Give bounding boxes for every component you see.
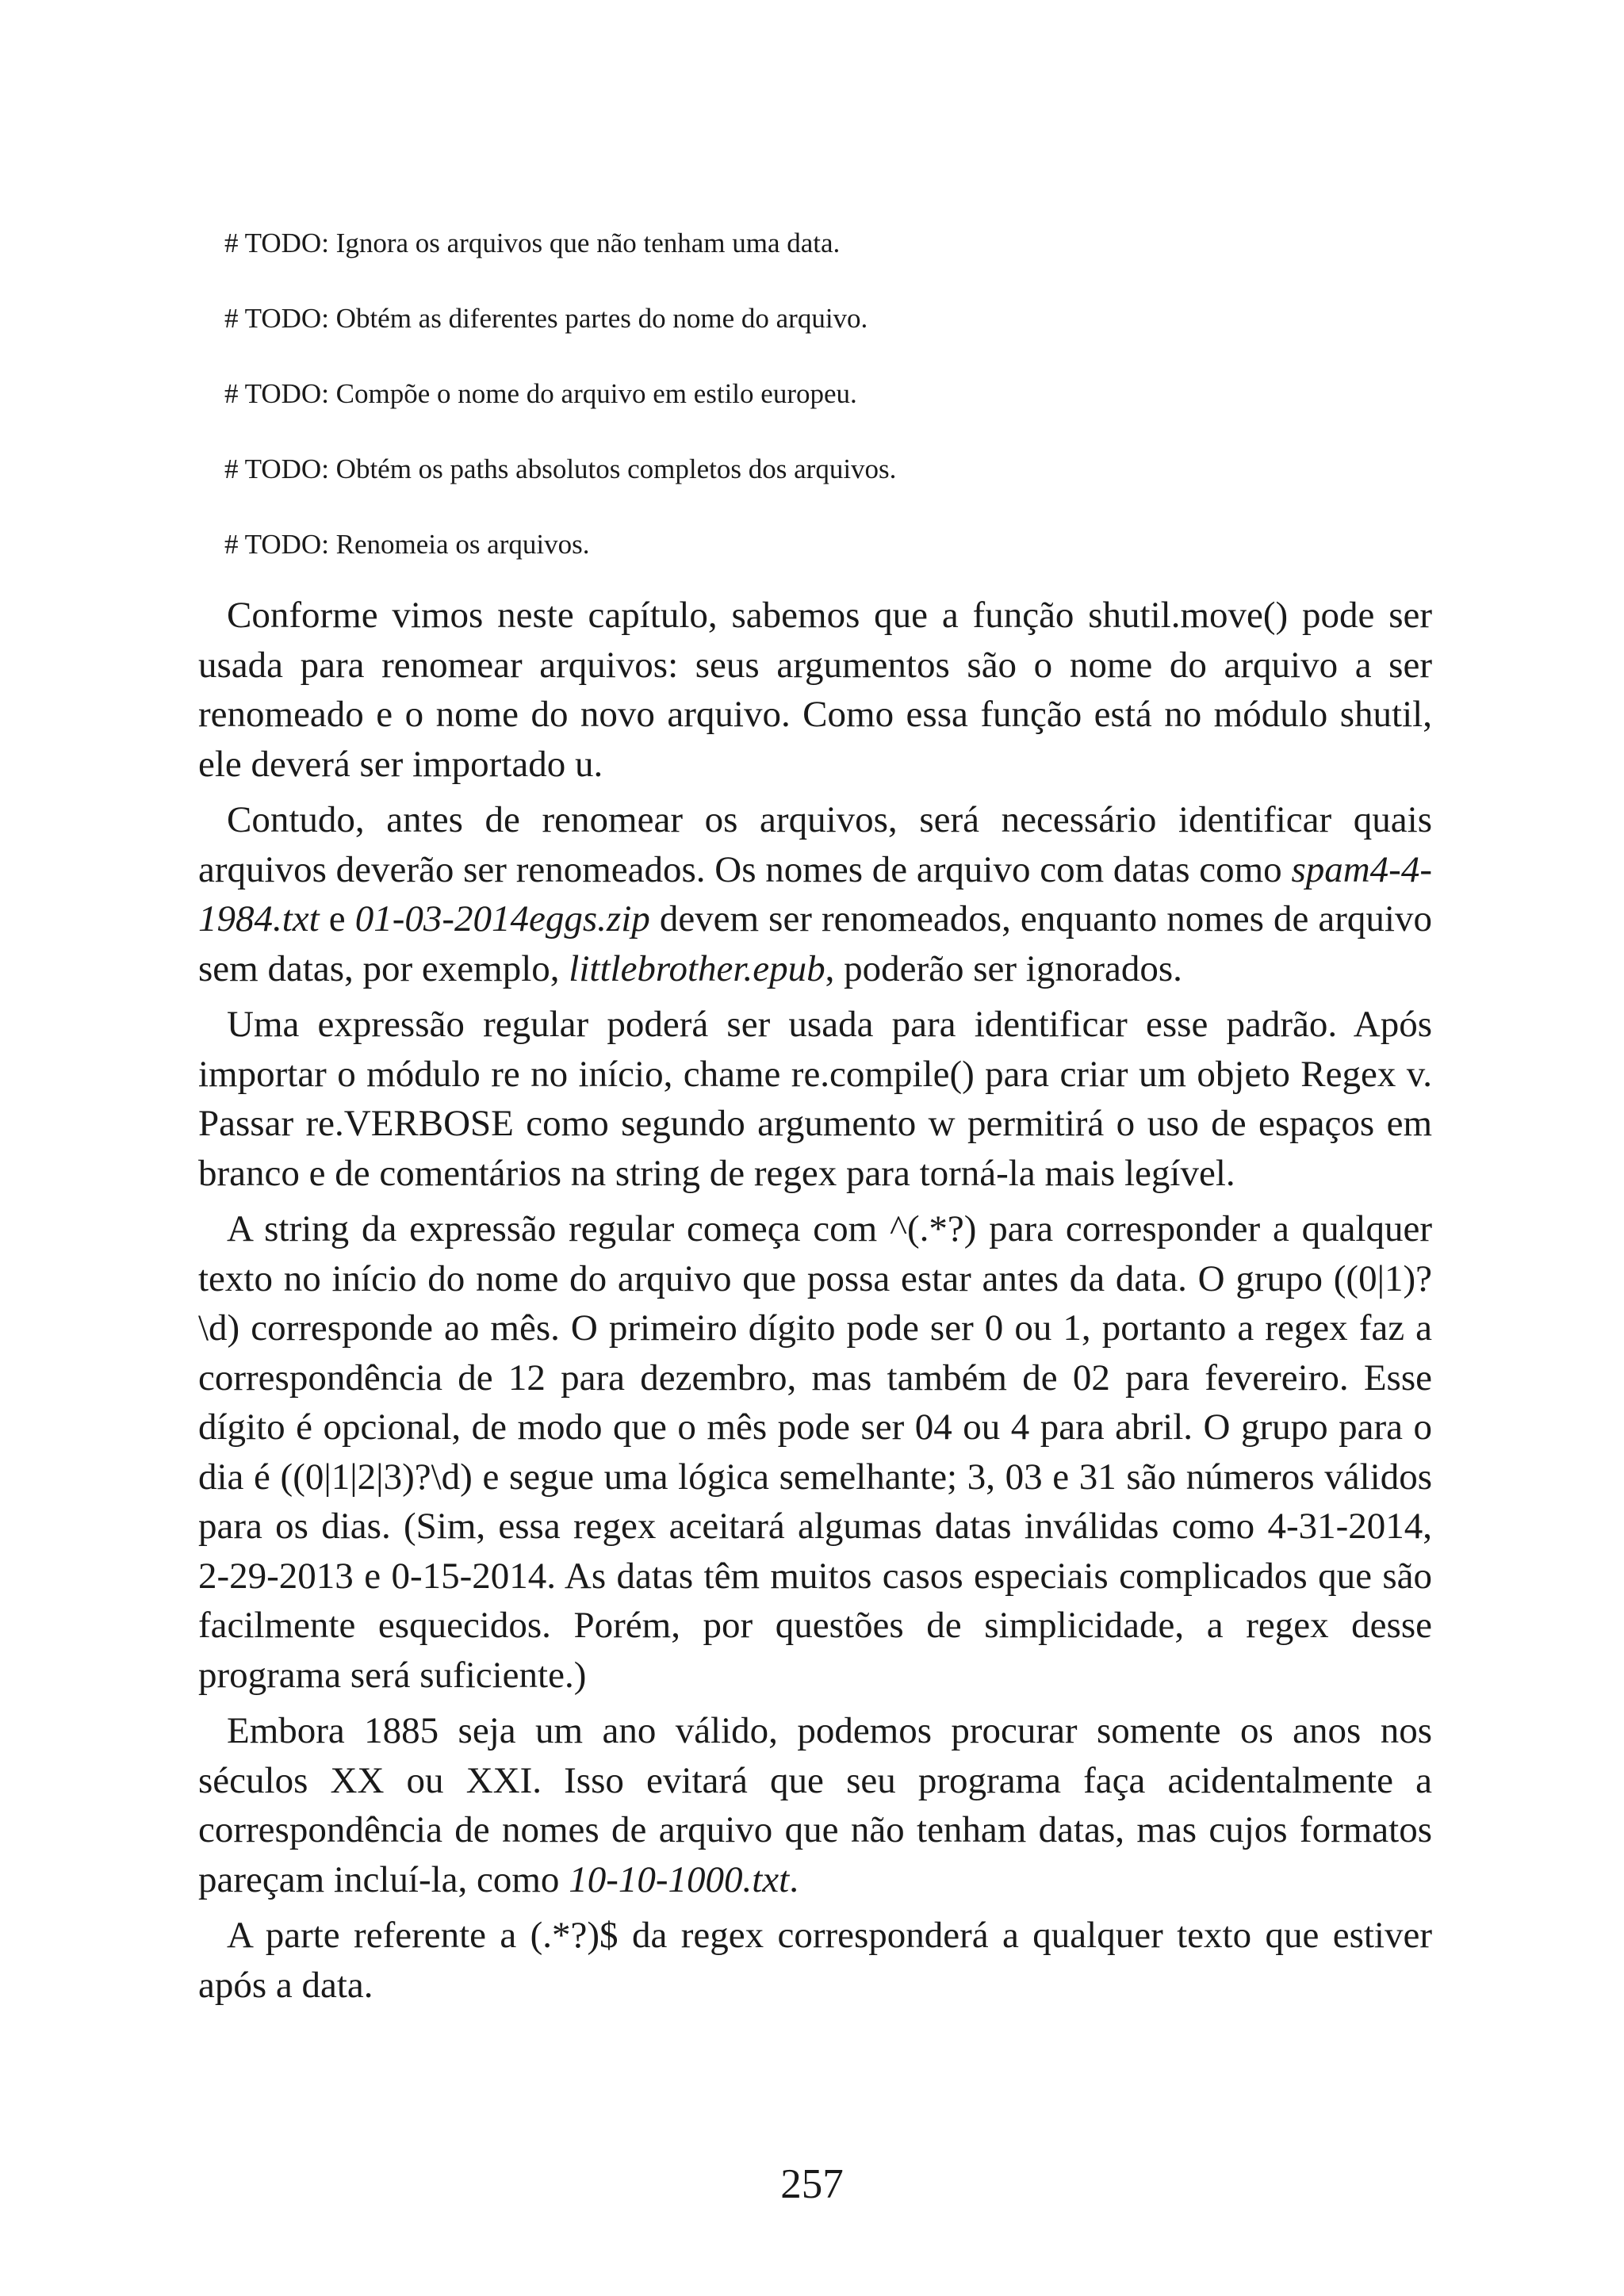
- paragraph-regex-explanation: A string da expressão regular começa com ^(.*?) para corresponder a qualquer texto no início do nome do arquivo que possa estar antes da data. O grupo ((0|1)?\d) corresponde ao mês. O primeiro dígito pode ser 0 ou 1, portanto a regex faz a correspondência de 12 para dezembro, mas também de 02 para fevereiro. Esse dígito é opcional, de modo que o mês pode ser 04 ou 4 para abril. O grupo para o dia é ((0|1|2|3)?\d) e segue uma lógica semelhante; 3, 03 e 31 são números válidos para os dias. (Sim, essa regex aceitará algumas datas inválidas como 4-31-2014, 2-29-2013 e 0-15-2014. As datas têm muitos casos especiais complicados que são facilmente esquecidos. Porém, por questões de simplicidade, a regex desse programa será suficiente.): [198, 1208, 1432, 1696]
- paragraph-regex-compile: Uma expressão regular poderá ser usada para identificar esse padrão. Após importar o módulo re no início, chame re.compile() para criar um objeto Regex v. Passar re.VERBOSE como segundo argumento w permitirá o uso de espaços em branco e de comentários na string de regex para torná-la mais legível.: [198, 1004, 1432, 1194]
- code-line: # TODO: Ignora os arquivos que não tenham uma data.: [224, 228, 841, 258]
- text-run: Embora 1885 seja um ano válido, podemos procurar somente os anos nos séculos XX ou XXI. Isso evitará que seu programa faça acidentalmente a correspondência de nomes de arquivo que não tenham datas, mas cujos formatos pareçam incluí-la, como: [198, 1710, 1432, 1900]
- paragraph-identify-files: [198, 795, 1432, 993]
- code-line: # TODO: Obtém os paths absolutos completos dos arquivos.: [224, 453, 897, 484]
- code-line: # TODO: Renomeia os arquivos.: [224, 529, 590, 560]
- filename-example: 01-03-2014eggs.zip: [354, 898, 650, 939]
- filename-example: spam4-4-1984.txt: [198, 848, 1432, 939]
- code-block: [224, 228, 1414, 561]
- text-run: .: [789, 1858, 799, 1900]
- paragraph-year-range: [198, 1706, 1432, 1904]
- paragraph-suffix: A parte referente a (.*?)$ da regex corresponderá a qualquer texto que estiver após a data.: [198, 1915, 1432, 2006]
- code-line: # TODO: Obtém as diferentes partes do nome do arquivo.: [224, 303, 868, 334]
- text-run: devem ser renomeados, enquanto nomes de arquivo sem datas, por exemplo,: [198, 898, 1432, 989]
- paragraph-shutil-move: Conforme vimos neste capítulo, sabemos que a função shutil.move() pode ser usada para renomear arquivos: seus argumentos são o nome do arquivo a ser renomeado e o nome do novo arquivo. Como essa função está no módulo shutil, ele deverá ser importado u.: [198, 595, 1432, 785]
- page-number: 257: [780, 2161, 844, 2207]
- text-run: e: [319, 898, 355, 939]
- filename-example: 10-10-1000.txt: [569, 1858, 790, 1900]
- body-text: [198, 591, 1432, 2016]
- text-run: , poderão ser ignorados.: [825, 947, 1182, 989]
- code-line: # TODO: Compõe o nome do arquivo em estilo europeu.: [224, 378, 857, 409]
- text-run: Contudo, antes de renomear os arquivos, será necessário identificar quais arquivos deverão ser renomeados. Os nomes de arquivo com datas como: [198, 799, 1432, 890]
- filename-example: littlebrother.epub: [569, 947, 825, 989]
